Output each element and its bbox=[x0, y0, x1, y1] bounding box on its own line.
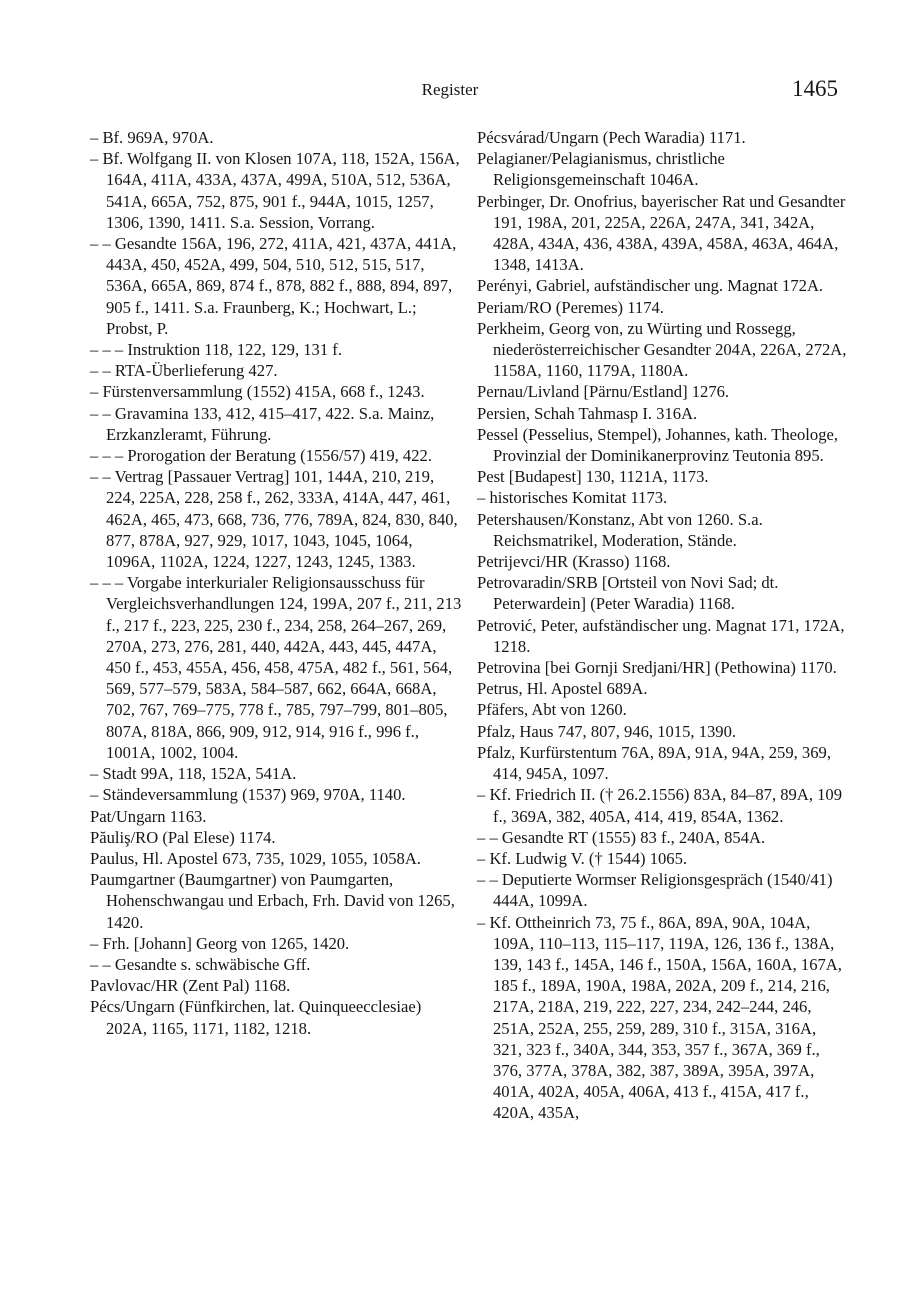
index-entry: – Fürstenversammlung (1552) 415A, 668 f., 1243. bbox=[90, 382, 425, 402]
index-entry: Pest [Budapest] 130, 1121A, 1173. bbox=[477, 467, 709, 487]
index-entry: – – Deputierte Wormser Religionsgespräch (1540/41) 444A, 1099A. bbox=[477, 870, 833, 911]
index-entry: Pfalz, Kurfürstentum 76A, 89A, 91A, 94A, 259, 369, 414, 945A, 1097. bbox=[477, 742, 831, 784]
index-entry: Petrijevci/HR (Krasso) 1168. bbox=[477, 552, 671, 572]
index-entry: – – Gesandte 156A, 196, 272, 411A, 421, 437A, 441A, 443A, 450, 452A, 499, 504, 510, 512, 515, 517, 536A, 665A, 869, 874 f., 878, 882 f., 888, 894, 897, 905 f., 1411. S.a. Fraunberg, K.; Hochwart, L.; Probst, P. bbox=[90, 234, 457, 338]
index-entry: Pécsvárad/Ungarn (Pech Waradia) 1171. bbox=[477, 128, 746, 147]
index-entry: – Bf. 969A, 970A. bbox=[90, 128, 214, 147]
index-entry: Persien, Schah Tahmasp I. 316A. bbox=[477, 403, 698, 423]
index-entry: – – Gesandte s. schwäbische Gff. bbox=[90, 954, 311, 974]
index-entry: Pernau/Livland [Pärnu/Estland] 1276. bbox=[477, 382, 730, 402]
index-entry: Pfäfers, Abt von 1260. bbox=[477, 700, 627, 720]
index-entry: Perényi, Gabriel, aufständischer ung. Magnat 172A. bbox=[477, 276, 824, 296]
index-entry: – – – Instruktion 118, 122, 129, 131 f. bbox=[90, 340, 342, 360]
running-header-title: Register bbox=[421, 80, 479, 99]
index-column-right bbox=[477, 127, 847, 1124]
index-entry: Petrovaradin/SRB [Ortsteil von Novi Sad; dt. Peterwardein] (Peter Waradia) 1168. bbox=[477, 573, 779, 614]
index-entry: – – Gesandte RT (1555) 83 f., 240A, 854A. bbox=[477, 827, 766, 847]
index-entry: Petrus, Hl. Apostel 689A. bbox=[477, 679, 648, 699]
index-entry: – Kf. Friedrich II. († 26.2.1556) 83A, 84–87, 89A, 109 f., 369A, 382, 405A, 414, 419, 854A, 1362. bbox=[477, 785, 843, 826]
index-entry: – Frh. [Johann] Georg von 1265, 1420. bbox=[90, 933, 350, 953]
index-entry: – Ständeversammlung (1537) 969, 970A, 1140. bbox=[90, 785, 406, 805]
index-entry: – historisches Komitat 1173. bbox=[477, 488, 668, 508]
index-entry: – – Gravamina 133, 412, 415–417, 422. S.a. Mainz, Erzkanzleramt, Führung. bbox=[90, 403, 435, 444]
page-number: 1465 bbox=[792, 76, 838, 101]
index-entry: Pécs/Ungarn (Fünfkirchen, lat. Quinqueecclesiae) 202A, 1165, 1171, 1182, 1218. bbox=[90, 997, 422, 1038]
index-column-left bbox=[90, 127, 462, 1039]
index-entry: Petershausen/Konstanz, Abt von 1260. S.a. Reichsmatrikel, Moderation, Stände. bbox=[477, 509, 763, 550]
index-entry: – – – Prorogation der Beratung (1556/57) 419, 422. bbox=[90, 446, 432, 466]
index-entry: Perbinger, Dr. Onofrius, bayerischer Rat und Gesandter 191, 198A, 201, 225A, 226A, 247A, 341, 342A, 428A, 434A, 436, 438A, 439A, 458A, 463A, 464A, 1348, 1413A. bbox=[477, 191, 846, 275]
index-entry: Paulus, Hl. Apostel 673, 735, 1029, 1055, 1058A. bbox=[90, 848, 421, 868]
index-entry: Perkheim, Georg von, zu Würting und Rossegg, niederösterreichischer Gesandter 204A, 226A, 272A, 1158A, 1160, 1179A, 1180A. bbox=[477, 318, 847, 381]
index-entry: Pat/Ungarn 1163. bbox=[90, 806, 207, 826]
index-entry: Pfalz, Haus 747, 807, 946, 1015, 1390. bbox=[477, 721, 737, 741]
index-entry: Pelagianer/Pelagianismus, christliche Religionsgemeinschaft 1046A. bbox=[477, 149, 725, 190]
index-entry: Păuliş/RO (Pal Elese) 1174. bbox=[90, 827, 276, 847]
index-entry: – – Vertrag [Passauer Vertrag] 101, 144A, 210, 219, 224, 225A, 228, 258 f., 262, 333A, 414A, 447, 461, 462A, 465, 473, 668, 736, 776, 789A, 824, 830, 840, 877, 878A, 927, 929, 1017, 1043, 1045, 1064, 1096A, 1102A, 1224, 1227, 1243, 1245, 1383. bbox=[90, 467, 458, 572]
index-entry: – – – Vorgabe interkurialer Religionsausschuss für Vergleichsverhandlungen 124, 199A, 207 f., 211, 213 f., 217 f., 223, 225, 230 f., 234, 258, 264–267, 269, 270A, 273, 276, 281, 440, 442A, 443, 445, 447A, 450 f., 453, 455A, 456, 458, 475A, 482 f., 561, 564, 569, 577–579, 583A, 584–587, 662, 664A, 668A, 702, 767, 769–775, 778 f., 785, 797–799, 801–805, 807A, 818A, 866, 909, 912, 914, 916 f., 996 f., 1001A, 1002, 1004. bbox=[90, 573, 462, 762]
index-entry: Pessel (Pesselius, Stempel), Johannes, kath. Theologe, Provinzial der Dominikanerprovinz Teutonia 895. bbox=[477, 424, 839, 466]
index-entry: – – RTA-Überlieferung 427. bbox=[90, 361, 278, 381]
index-entry: – Kf. Ludwig V. († 1544) 1065. bbox=[477, 848, 688, 868]
index-entry: – Kf. Ottheinrich 73, 75 f., 86A, 89A, 90A, 104A, 109A, 110–113, 115–117, 119A, 126, 136 f., 138A, 139, 143 f., 145A, 146 f., 150A, 156A, 160A, 167A, 185 f., 189A, 190A, 198A, 202A, 209 f., 214, 216, 217A, 218A, 219, 222, 227, 234, 242–244, 246, 251A, 252A, 255, 259, 289, 310 f., 315A, 316A, 321, 323 f., 340A, 344, 353, 357 f., 367A, 369 f., 376, 377A, 378A, 382, 387, 389A, 395A, 397A, 401A, 402A, 405A, 406A, 413 f., 415A, 417 f., 420A, 435A, bbox=[477, 912, 842, 1123]
index-entry: Petrovina [bei Gornji Sredjani/HR] (Pethowina) 1170. bbox=[477, 658, 837, 678]
index-entry: – Bf. Wolfgang II. von Klosen 107A, 118, 152A, 156A, 164A, 411A, 433A, 437A, 499A, 510A, 512, 536A, 541A, 665A, 752, 875, 901 f., 944A, 1015, 1257, 1306, 1390, 1411. S.a. Session, Vorrang. bbox=[90, 149, 460, 232]
index-entry: Paumgartner (Baumgartner) von Paumgarten, Hohenschwangau und Erbach, Frh. David von 1265, 1420. bbox=[90, 870, 455, 932]
index-entry: Petrović, Peter, aufständischer ung. Magnat 171, 172A, 1218. bbox=[477, 615, 845, 656]
index-entry: – Stadt 99A, 118, 152A, 541A. bbox=[90, 764, 297, 784]
index-entry: Pavlovac/HR (Zent Pal) 1168. bbox=[90, 976, 291, 996]
index-entry: Periam/RO (Peremes) 1174. bbox=[477, 297, 664, 317]
